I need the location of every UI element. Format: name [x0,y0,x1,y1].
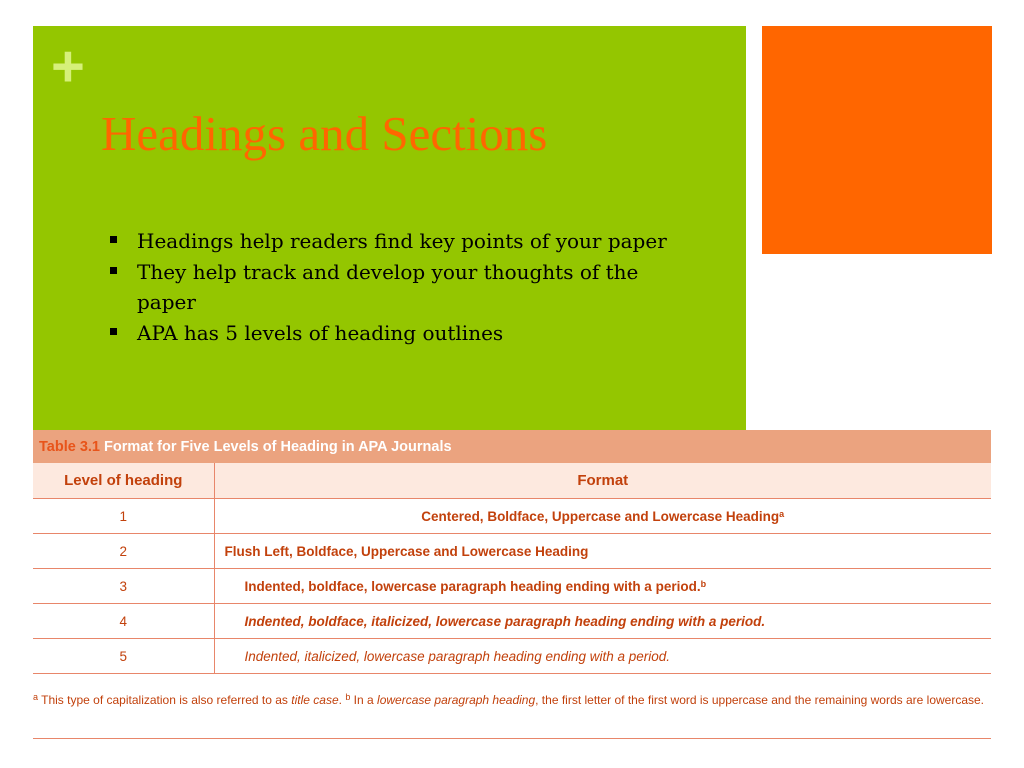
footnote-term: lowercase paragraph heading [377,693,536,707]
format-text: Indented, boldface, italicized, lowercase paragraph heading ending with a period. [244,613,766,629]
table-row [33,604,991,639]
footnote-marker: b [345,692,351,702]
format-cell [214,604,991,639]
table-caption [33,430,991,463]
format-cell [214,499,991,534]
format-text: Flush Left, Boldface, Uppercase and Lowercase Heading [224,543,589,559]
level-cell: 3 [33,569,214,604]
format-cell [214,569,991,604]
slide-title: Headings and Sections [101,106,548,161]
format-cell [214,534,991,569]
bullet-text: APA has 5 levels of heading outlines [137,320,504,345]
level-cell: 1 [33,499,214,534]
footnote-text: This type of capitalization is also referred to as [41,693,288,707]
format-text: Indented, boldface, lowercase paragraph heading ending with a period. [244,578,701,594]
heading-levels-table [33,463,991,674]
table-row [33,639,991,674]
footnote-marker: b [700,578,707,589]
table-row [33,499,991,534]
footnote-marker: a [33,692,39,702]
bullet-text: Headings help readers find key points of your paper [137,229,667,253]
bullet-list [108,226,668,348]
footnote-marker: a [779,508,785,519]
footnote-term: title case [291,693,339,707]
level-cell: 5 [33,639,214,674]
table-header-row [33,463,991,499]
bullet-text: They help track and develop your thoughts of the paper [137,259,639,314]
orange-accent-block [762,26,992,254]
footnote-text: , the first letter of the first word is uppercase and the remaining words are lowercase. [535,693,985,707]
format-text: Centered, Boldface, Uppercase and Lowercase Heading [421,508,780,524]
table-bottom-rule [33,738,991,739]
table-row [33,569,991,604]
footnote-text: In a [353,693,374,707]
plus-icon: + [51,34,85,99]
table-row [33,534,991,569]
square-bullet-icon [110,267,117,274]
table-number: Table 3.1 [39,439,100,455]
table-caption-text: Format for Five Levels of Heading in APA Journals [104,439,452,455]
bullet-item [108,226,668,257]
column-header-format: Format [214,463,991,499]
level-cell: 4 [33,604,214,639]
format-text: Indented, italicized, lowercase paragraph heading ending with a period. [244,648,671,664]
bullet-item [108,257,668,318]
column-header-level: Level of heading [33,463,214,499]
format-cell [214,639,991,674]
square-bullet-icon [110,328,117,335]
apa-heading-table [33,430,991,740]
square-bullet-icon [110,236,117,243]
table-footnote: $^a$ This type of capitalization is also referred to as title case. $^b$ In a lowercase paragraph heading, the first letter of the first word is uppercase and the remaining words are lowercase. [33,692,985,707]
level-cell: 2 [33,534,214,569]
bullet-item [108,318,668,349]
